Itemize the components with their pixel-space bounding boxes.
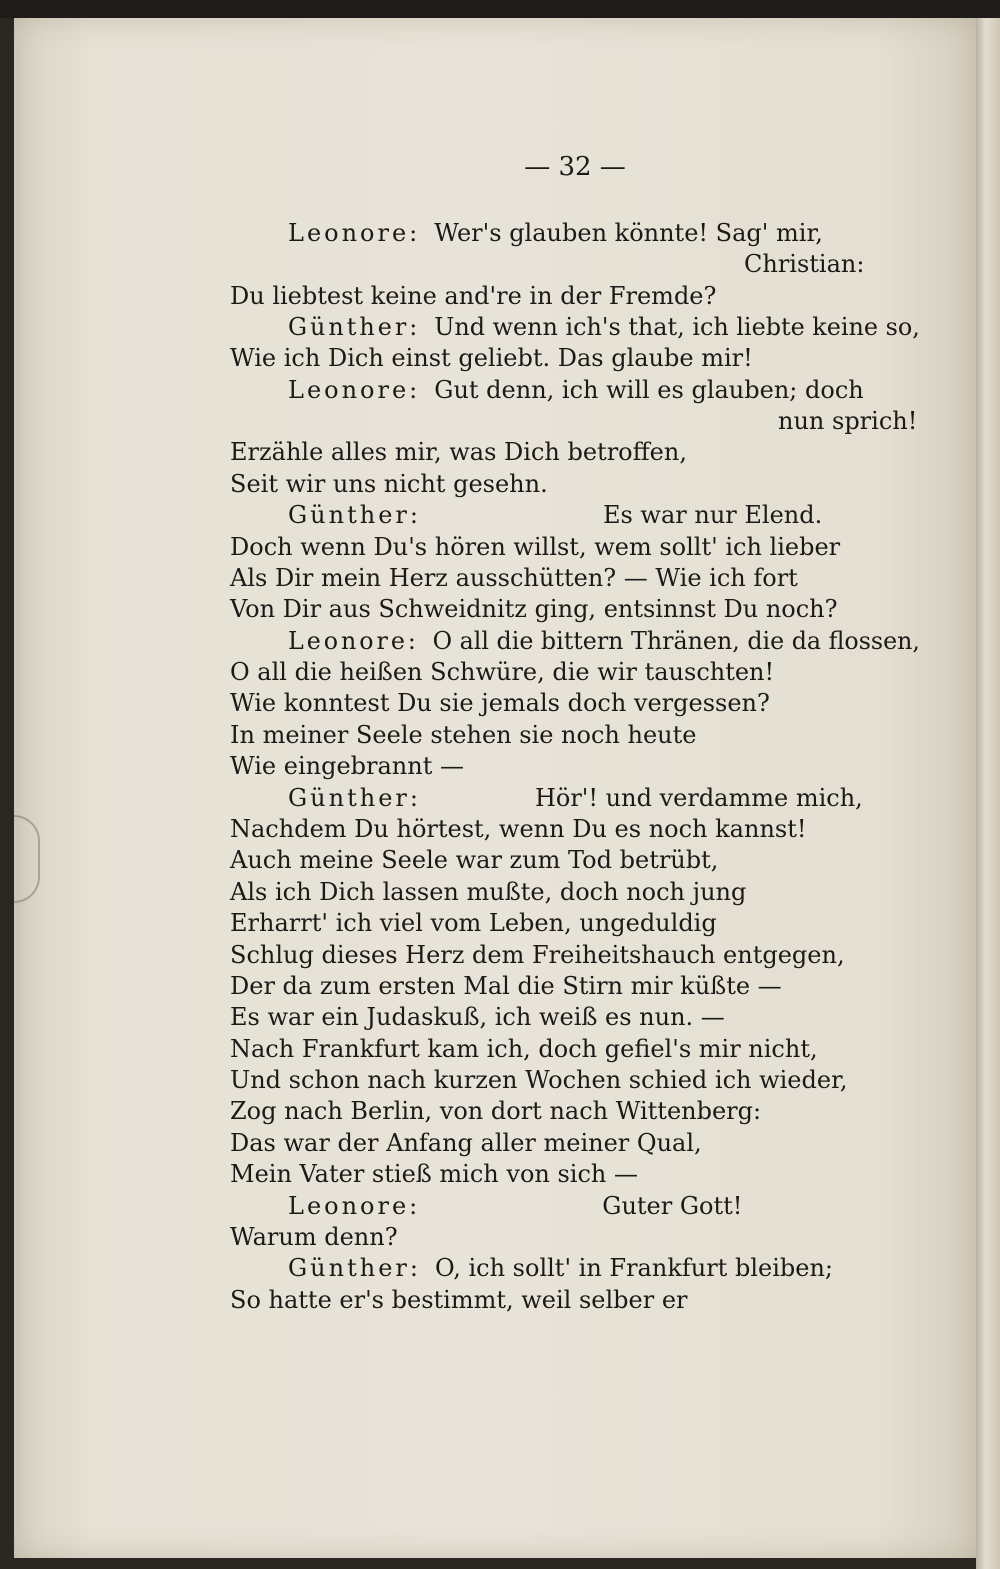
verse-line: [230, 1159, 638, 1190]
verse-text: Wie eingebrannt —: [230, 752, 464, 780]
verse-text: O all die bittern Thränen, die da flossen,: [432, 627, 920, 655]
verse-text: Als ich Dich lassen mußte, doch noch jung: [230, 878, 747, 906]
verse-text: Und schon nach kurzen Wochen schied ich wieder,: [230, 1066, 848, 1094]
speaker-name: Günther:: [288, 313, 421, 341]
verse-line: [230, 971, 782, 1002]
verse-line: [230, 1065, 848, 1096]
verse-text: Seit wir uns nicht gesehn.: [230, 470, 548, 498]
verse-line: [230, 1002, 725, 1033]
speaker-name: Leonore:: [288, 627, 419, 655]
verse-line: [230, 1034, 818, 1065]
verse-text: Hör'! und verdamme mich,: [534, 784, 863, 812]
book-spine-edge: [976, 18, 1000, 1569]
verse-text: Zog nach Berlin, von dort nach Wittenberg:: [230, 1097, 762, 1125]
verse-line: [230, 1128, 702, 1159]
verse-text: So hatte er's bestimmt, weil selber er: [230, 1286, 688, 1314]
speaker-name: Günther:: [288, 1254, 421, 1282]
verse-text: Mein Vater stieß mich von sich —: [230, 1160, 638, 1188]
page-clip-mark: [14, 815, 40, 903]
verse-text: Von Dir aus Schweidnitz ging, entsinnst Du noch?: [230, 595, 838, 623]
speaker-name: Günther:: [288, 501, 421, 529]
verse-line: [230, 688, 770, 719]
verse-text: Erzähle alles mir, was Dich betroffen,: [230, 438, 687, 466]
verse-text: Wie konntest Du sie jemals doch vergessen?: [230, 689, 770, 717]
verse-line: [230, 814, 807, 845]
verse-line: [288, 312, 920, 343]
verse-text: Wie ich Dich einst geliebt. Das glaube mir!: [230, 344, 753, 372]
verse-text: Es war nur Elend.: [602, 501, 823, 529]
verse-text: Der da zum ersten Mal die Stirn mir küßte —: [230, 972, 782, 1000]
verse-text: Gut denn, ich will es glauben; doch: [434, 376, 864, 404]
verse-line: [288, 1253, 833, 1284]
verse-line: [230, 532, 840, 563]
verse-text: Es war ein Judaskuß, ich weiß es nun. —: [230, 1003, 725, 1031]
verse-text: Nach Frankfurt kam ich, doch gefiel's mir nicht,: [230, 1035, 818, 1063]
verse-text: In meiner Seele stehen sie noch heute: [230, 721, 697, 749]
verse-line: [230, 751, 464, 782]
verse-line: [230, 720, 696, 751]
verse-line: [230, 877, 746, 908]
verse-line: [230, 940, 845, 971]
verse-line: [230, 908, 717, 939]
verse-text: Christian:: [744, 250, 865, 278]
verse-text: Doch wenn Du's hören willst, wem sollt' ich lieber: [230, 533, 841, 561]
verse-text: Und wenn ich's that, ich liebte keine so,: [434, 313, 920, 341]
verse-line: [230, 281, 716, 312]
verse-line: [230, 1285, 688, 1316]
verse-line: [230, 343, 753, 374]
verse-text: Als Dir mein Herz ausschütten? — Wie ich fort: [230, 564, 798, 592]
verse-line: [230, 563, 798, 594]
verse-text: O all die heißen Schwüre, die wir tauschten!: [230, 658, 775, 686]
verse-text: Schlug dieses Herz dem Freiheitshauch entgegen,: [230, 941, 845, 969]
verse-text: O, ich sollt' in Frankfurt bleiben;: [434, 1254, 833, 1282]
verse-line: [230, 469, 548, 500]
verse-text: Wer's glauben könnte! Sag' mir,: [434, 219, 823, 247]
verse-line: [288, 626, 920, 657]
verse-text: nun sprich!: [778, 407, 918, 435]
verse-line: [744, 249, 864, 280]
verse-line: [778, 406, 917, 437]
verse-text: Erharrt' ich viel vom Leben, ungeduldig: [230, 909, 717, 937]
verse-line: [288, 500, 822, 531]
verse-text: Das war der Anfang aller meiner Qual,: [230, 1129, 702, 1157]
verse-line: [230, 594, 838, 625]
verse-line: [230, 845, 718, 876]
page-number: — 32 —: [524, 152, 626, 182]
verse-line: [230, 1096, 761, 1127]
verse-line: [288, 218, 823, 249]
speaker-name: Leonore:: [288, 219, 421, 247]
verse-line: [230, 437, 687, 468]
verse-line: [288, 783, 863, 814]
speaker-name: Leonore:: [288, 376, 421, 404]
verse-line: [288, 375, 864, 406]
verse-text: Guter Gott!: [602, 1192, 743, 1220]
verse-text: Warum denn?: [230, 1223, 398, 1251]
verse-line: [230, 1222, 398, 1253]
verse-text: Du liebtest keine and're in der Fremde?: [230, 282, 717, 310]
verse-text: Auch meine Seele war zum Tod betrübt,: [230, 846, 719, 874]
verse-line: [288, 1191, 742, 1222]
verse-line: [230, 657, 774, 688]
speaker-name: Leonore:: [288, 1192, 421, 1220]
scan-top-border: [0, 0, 1000, 18]
speaker-name: Günther:: [288, 784, 421, 812]
verse-text: Nachdem Du hörtest, wenn Du es noch kannst!: [230, 815, 807, 843]
